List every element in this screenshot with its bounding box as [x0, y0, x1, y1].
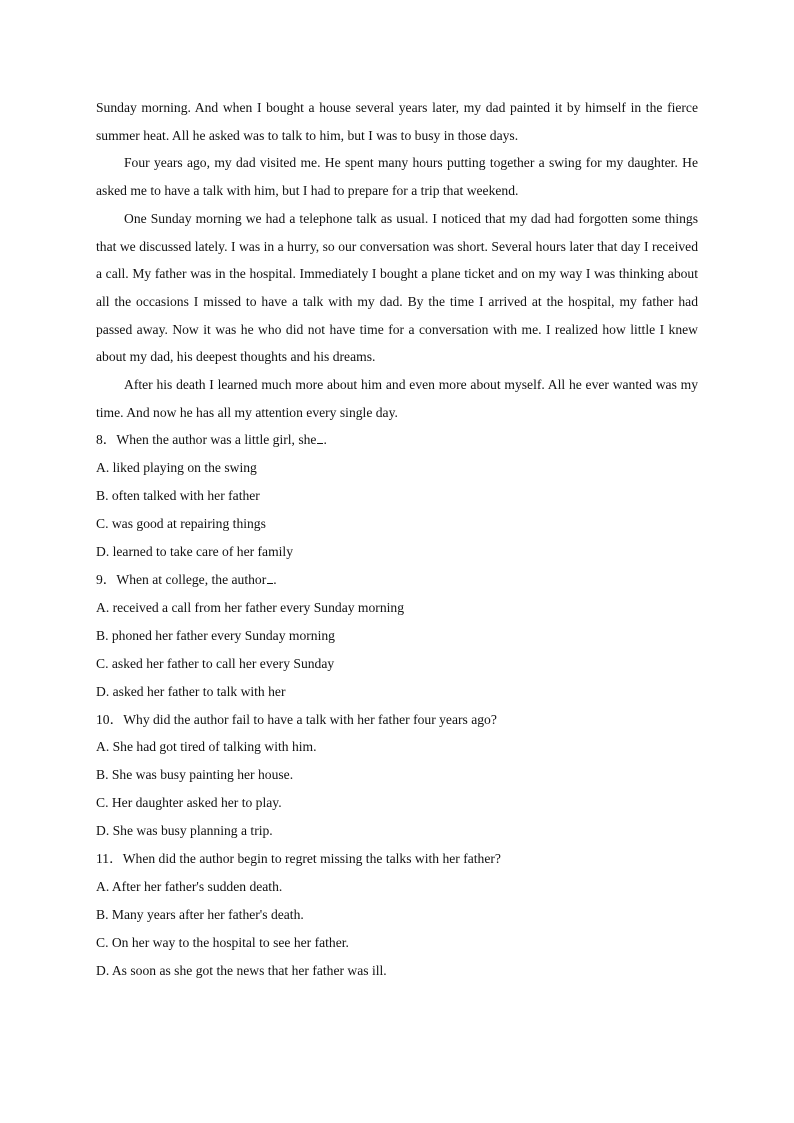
option-a: A. received a call from her father every Sunday morning	[96, 599, 404, 615]
question-text: When at college, the author	[116, 571, 267, 587]
question-number: 11．	[96, 851, 123, 867]
option-b: B. Many years after her father's death.	[96, 906, 304, 922]
option-b: B. She was busy painting her house.	[96, 767, 294, 783]
question-11	[96, 845, 698, 985]
question-text: When did the author begin to regret missing the talks with her father?	[122, 851, 501, 867]
option-b: B. often talked with her father	[96, 488, 260, 504]
question-8	[96, 426, 698, 566]
document-page	[96, 94, 698, 985]
question-number: 8．	[96, 432, 117, 448]
question-number: 9．	[96, 571, 117, 587]
reading-passage	[96, 94, 698, 426]
option-a: A. liked playing on the swing	[96, 460, 257, 476]
question-text: When the author was a little girl, she	[116, 432, 317, 448]
question-stem	[96, 426, 698, 454]
passage-paragraph-2: Four years ago, my dad visited me. He spent many hours putting together a swing for my daughter. He asked me to have a talk with him, but I had to prepare for a trip that weekend.	[96, 155, 698, 199]
option-c: C. On her way to the hospital to see her father.	[96, 934, 349, 950]
option-b: B. phoned her father every Sunday morning	[96, 627, 335, 643]
option-a: A. She had got tired of talking with him.	[96, 739, 317, 755]
option-d: D. learned to take care of her family	[96, 544, 294, 560]
option-c: C. was good at repairing things	[96, 516, 266, 532]
question-text: Why did the author fail to have a talk with her father four years ago?	[123, 711, 497, 727]
option-d: D. asked her father to talk with her	[96, 683, 286, 699]
passage-paragraph-3: One Sunday morning we had a telephone talk as usual. I noticed that my dad had forgotten some things that we discussed lately. I was in a hurry, so our conversation was short. Several hours later that day I received a call. My father was in the hospital. Immediately I bought a plane ticket and on my way I was thinking about all the occasions I missed to have a talk with my dad. By the time I arrived at the hospital, my father had passed away. Now it was he who did not have time for a conversation with me. I realized how little I knew about my dad, his deepest thoughts and his dreams.	[96, 210, 698, 365]
question-end: .	[323, 432, 327, 448]
option-a: A. After her father's sudden death.	[96, 878, 283, 894]
question-10	[96, 706, 698, 846]
passage-paragraph-1: Sunday morning. And when I bought a house several years later, my dad painted it by himself in the fierce summer heat. All he asked was to talk to him, but I was to busy in those days.	[96, 100, 698, 143]
question-stem	[96, 566, 698, 594]
option-c: C. Her daughter asked her to play.	[96, 795, 282, 811]
question-stem	[96, 706, 698, 734]
option-c: C. asked her father to call her every Sunday	[96, 655, 335, 671]
question-9	[96, 566, 698, 706]
question-end: .	[273, 571, 277, 587]
option-d: D. As soon as she got the news that her father was ill.	[96, 962, 387, 978]
question-number: 10．	[96, 711, 124, 727]
question-list	[96, 426, 698, 984]
question-stem	[96, 845, 698, 873]
passage-paragraph-4: After his death I learned much more about him and even more about myself. All he ever wanted was my time. And now he has all my attention every single day.	[96, 377, 698, 420]
option-d: D. She was busy planning a trip.	[96, 823, 273, 839]
